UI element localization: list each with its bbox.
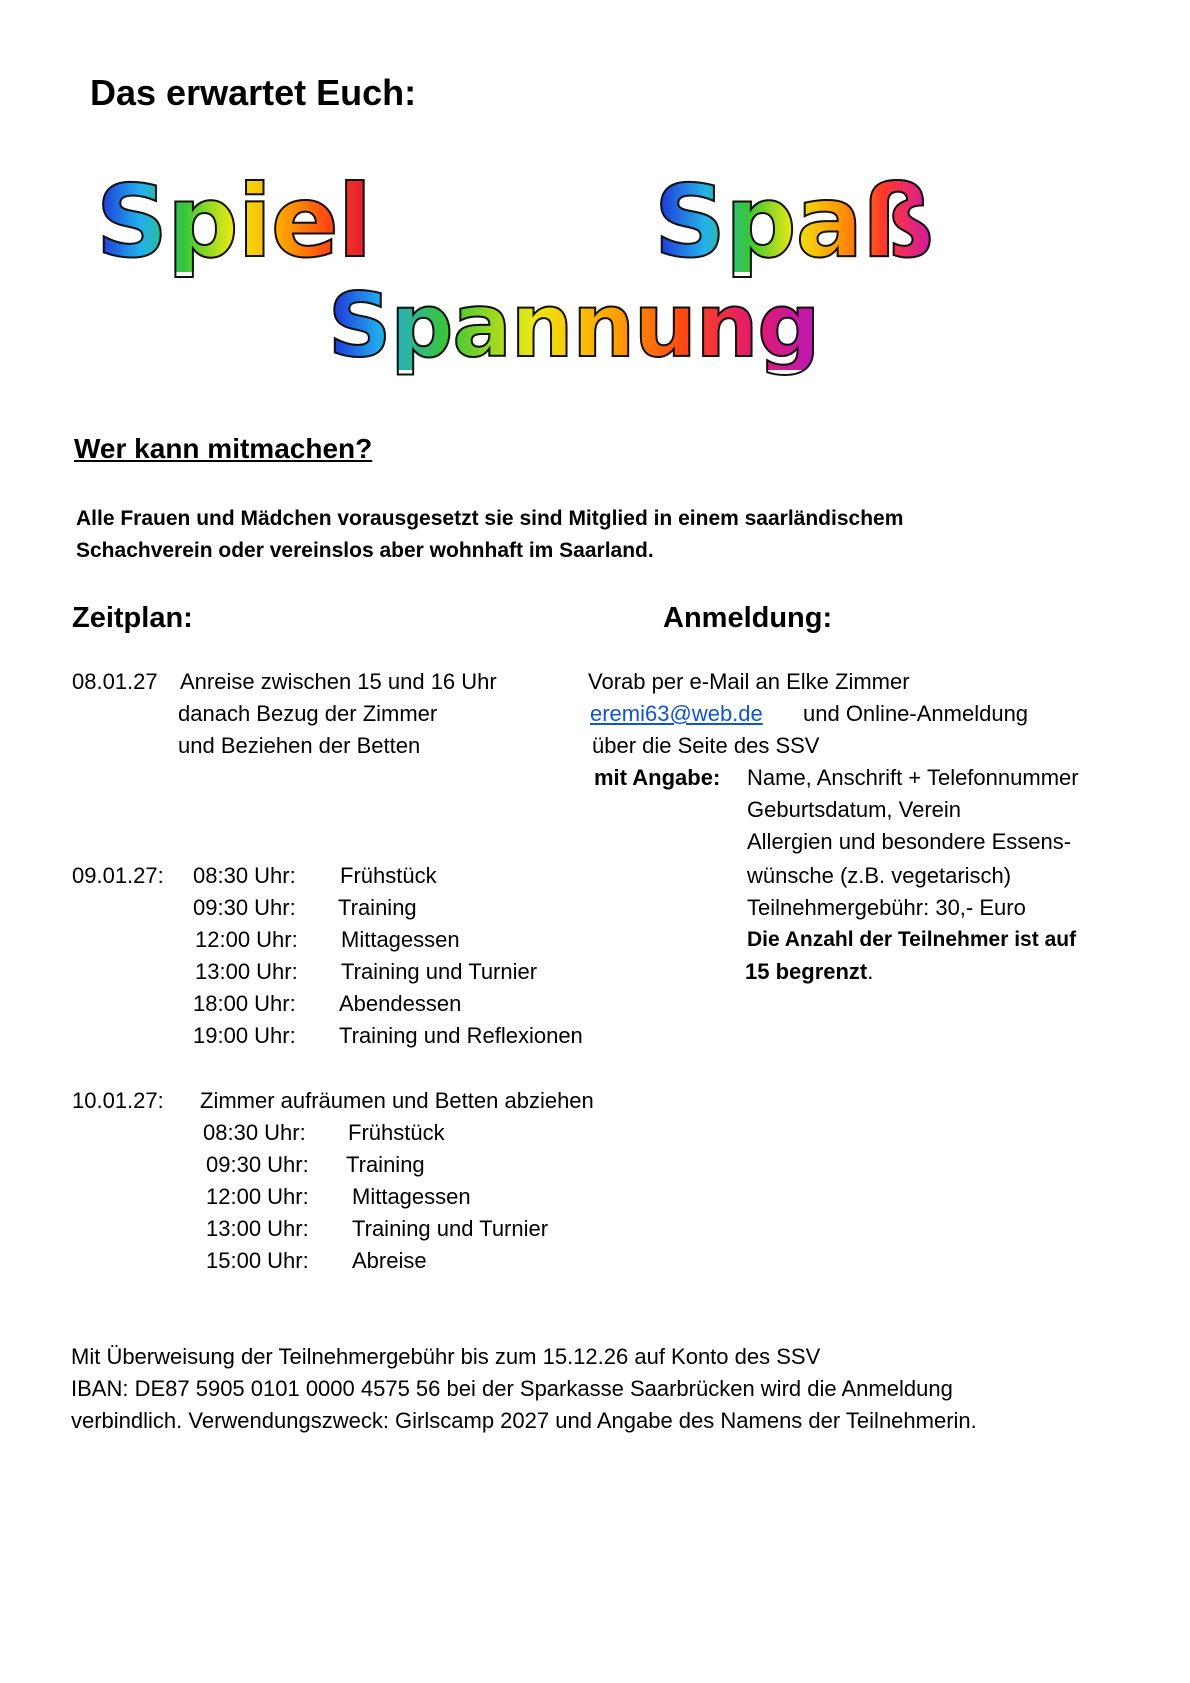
wordart-spannung: Spannung (328, 274, 820, 377)
details-line-1: Name, Anschrift + Telefonnummer (747, 765, 1079, 790)
registration-line-3: über die Seite des SSV (592, 733, 820, 758)
day2-activity-1: Frühstück (340, 863, 437, 888)
registration-line-2-rest: und Online-Anmeldung (803, 701, 1029, 726)
day3-activity-2: Training (346, 1152, 425, 1177)
day2-time-5: 18:00 Uhr: (193, 991, 296, 1016)
limit-line-1: Die Anzahl der Teilnehmer ist auf (747, 928, 1077, 951)
day1-line-1: Anreise zwischen 15 und 16 Uhr (180, 669, 497, 694)
registration-heading: Anmeldung: (663, 602, 833, 634)
registration-line-2 (590, 698, 763, 730)
details-line-2: Geburtsdatum, Verein (747, 797, 962, 822)
day3-activity-1: Frühstück (348, 1120, 445, 1145)
registration-line-1: Vorab per e-Mail an Elke Zimmer (588, 669, 910, 694)
day2-activity-2: Training (338, 895, 417, 920)
day3-time-5: 15:00 Uhr: (206, 1248, 309, 1273)
eligibility-line-2: Schachverein oder vereinslos aber wohnhaft im Saarland. (76, 539, 654, 562)
limit-period: . (867, 959, 874, 984)
details-line-5: Teilnehmergebühr: 30,- Euro (747, 895, 1026, 920)
day3-intro: Zimmer aufräumen und Betten abziehen (200, 1088, 594, 1113)
details-label: mit Angabe: (594, 765, 721, 790)
limit-number: 15 begrenzt (745, 959, 868, 984)
day2-time-3: 12:00 Uhr: (195, 927, 298, 952)
day3-time-2: 09:30 Uhr: (206, 1152, 309, 1177)
details-line-3: Allergien und besondere Essens- (747, 829, 1072, 854)
limit-line-2 (745, 956, 873, 988)
day2-time-4: 13:00 Uhr: (195, 959, 298, 984)
day3-activity-3: Mittagessen (352, 1184, 471, 1209)
wordart-spass: Spaß (654, 163, 934, 280)
day1-line-2: danach Bezug der Zimmer (178, 701, 438, 726)
eligibility-line-1: Alle Frauen und Mädchen vorausgesetzt sie sind Mitglied in einem saarländischem (76, 507, 904, 530)
payment-line-1: Mit Überweisung der Teilnehmergebühr bis zum 15.12.26 auf Konto des SSV (71, 1344, 821, 1369)
day2-time-1: 08:30 Uhr: (193, 863, 296, 888)
day2-date: 09.01.27: (72, 863, 164, 888)
day3-date: 10.01.27: (72, 1088, 164, 1113)
day2-time-2: 09:30 Uhr: (193, 895, 296, 920)
day2-activity-3: Mittagessen (341, 927, 460, 952)
day3-time-1: 08:30 Uhr: (203, 1120, 306, 1145)
day3-time-4: 13:00 Uhr: (206, 1216, 309, 1241)
day2-time-6: 19:00 Uhr: (193, 1023, 296, 1048)
day2-activity-6: Training und Reflexionen (339, 1023, 583, 1048)
day2-activity-5: Abendessen (339, 991, 462, 1016)
day1-date: 08.01.27 (72, 669, 158, 694)
wordart-spiel: Spiel (96, 163, 371, 280)
eligibility-text (76, 503, 903, 567)
payment-line-2: IBAN: DE87 5905 0101 0000 4575 56 bei der Sparkasse Saarbrücken wird die Anmeldung (71, 1376, 953, 1401)
schedule-heading: Zeitplan: (72, 602, 193, 634)
payment-line-3: verbindlich. Verwendungszweck: Girlscamp 2027 und Angabe des Namens der Teilnehmerin. (71, 1408, 977, 1433)
day3-activity-4: Training und Turnier (352, 1216, 549, 1241)
day3-time-3: 12:00 Uhr: (206, 1184, 309, 1209)
day2-activity-4: Training und Turnier (341, 959, 538, 984)
day1-line-3: und Beziehen der Betten (178, 733, 421, 758)
details-line-4: wünsche (z.B. vegetarisch) (747, 863, 1012, 888)
email-link[interactable]: eremi63@web.de (590, 701, 763, 726)
payment-note (71, 1341, 977, 1437)
eligibility-heading: Wer kann mitmachen? (74, 433, 373, 464)
page-title: Das erwartet Euch: (90, 72, 417, 113)
day3-activity-5: Abreise (352, 1248, 427, 1273)
